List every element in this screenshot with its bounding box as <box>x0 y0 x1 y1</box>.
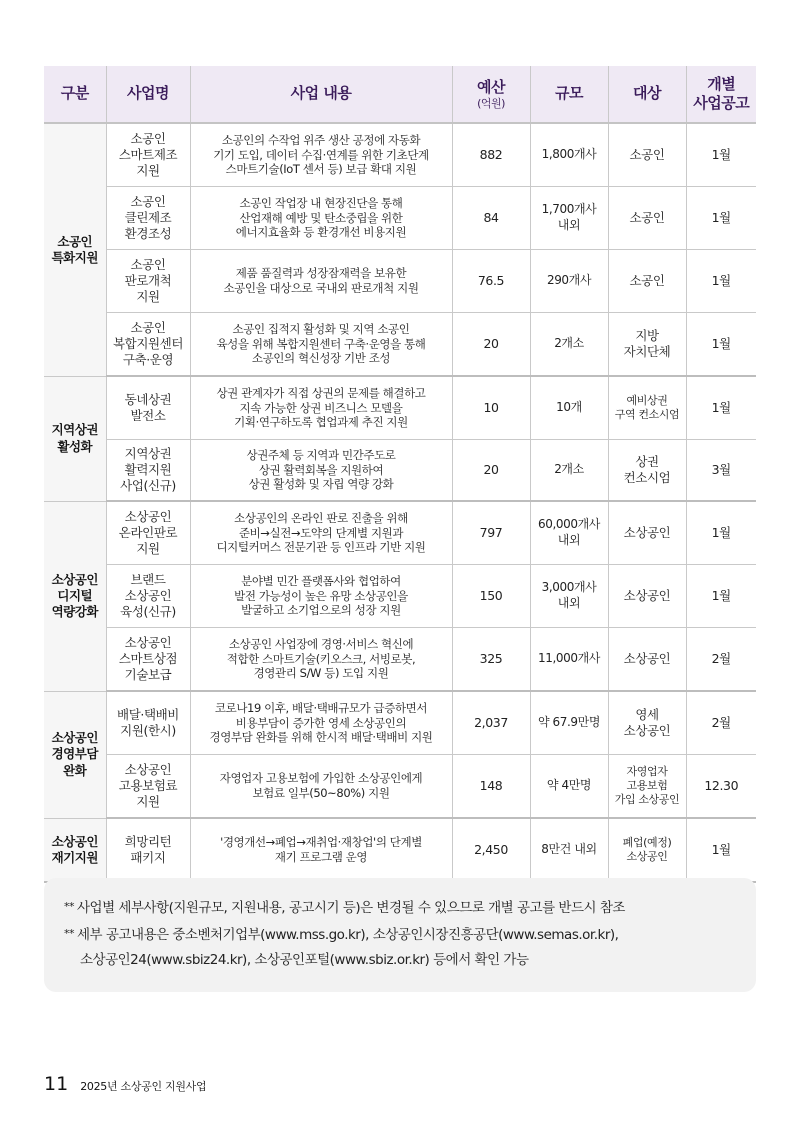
category-line: 소상공인 <box>51 571 98 587</box>
program-description-cell <box>190 628 452 692</box>
target-cell <box>608 565 686 628</box>
table-row <box>44 123 756 187</box>
program-description-line: 에너지효율화 등 환경개선 비용지원 <box>235 225 407 240</box>
scale-line: 내외 <box>557 596 581 610</box>
program-name-line: 소상공인 <box>124 508 172 524</box>
announcement-cell: 3월 <box>686 440 756 502</box>
program-description-cell <box>190 187 452 250</box>
program-name-cell <box>106 755 190 819</box>
target-cell <box>608 376 686 440</box>
category-line: 역량강화 <box>51 604 98 620</box>
category-cell <box>44 123 106 376</box>
header-name: 사업명 <box>106 66 190 123</box>
program-description-line: 상권 활성화 및 자립 역량 강화 <box>248 477 394 492</box>
program-name-line: 패키지 <box>130 850 166 865</box>
scale-line: 약 4만명 <box>546 778 592 793</box>
program-name-line: 발전소 <box>130 408 166 423</box>
program-description-cell <box>190 440 452 502</box>
scale-line: 내외 <box>557 218 581 232</box>
program-name-line: 온라인판로 <box>118 524 178 540</box>
table-row <box>44 501 756 565</box>
scale-cell <box>530 376 608 440</box>
budget-cell: 325 <box>452 628 530 692</box>
announcement-cell: 1월 <box>686 376 756 440</box>
budget-cell: 76.5 <box>452 250 530 313</box>
scale-line: 내외 <box>557 533 581 547</box>
target-line: 고용보험 <box>626 778 668 792</box>
document-title: 2025년 소상공인 지원사업 <box>80 1080 207 1093</box>
table-row <box>44 440 756 502</box>
program-description-line: 재기 프로그램 운영 <box>274 850 368 864</box>
program-name-line: 복합지원센터 <box>112 335 184 351</box>
category-cell <box>44 691 106 818</box>
target-cell <box>608 755 686 819</box>
header-budget-unit: (억원) <box>477 96 505 110</box>
program-description-line: 산업재해 예방 및 탄소중립을 위한 <box>239 210 403 225</box>
program-name-cell <box>106 501 190 565</box>
program-description-cell <box>190 755 452 819</box>
target-line: 지방 <box>635 327 659 343</box>
program-name-line: 소공인 <box>130 193 166 209</box>
target-cell <box>608 250 686 313</box>
target-cell <box>608 123 686 187</box>
scale-line: 2개소 <box>554 336 584 351</box>
target-line: 폐업(예정) <box>622 835 672 849</box>
table-header-row <box>44 66 756 123</box>
program-description-cell <box>190 818 452 882</box>
program-name-line: 지역상권 <box>124 445 172 461</box>
program-description-line: 발굴하고 소기업으로의 성장 지원 <box>241 603 401 618</box>
note-announcement-sources <box>64 921 736 973</box>
program-description-line: 소상공인 사업장에 경영·서비스 혁신에 <box>228 636 414 651</box>
category-line: 디지털 <box>57 587 93 603</box>
announcement-cell: 1월 <box>686 565 756 628</box>
header-category: 구분 <box>44 66 106 123</box>
program-description-line: 상권주체 등 지역과 민간주도로 <box>246 447 396 462</box>
program-name-line: 소공인 <box>130 130 166 146</box>
target-line: 소공인 <box>629 209 665 225</box>
target-line: 소상공인 <box>623 524 671 540</box>
scale-cell <box>530 691 608 755</box>
page-footer <box>44 1073 206 1095</box>
program-description-line: 적합한 스마트기술(키오스크, 서빙로봇, <box>226 651 416 666</box>
announcement-cell: 2월 <box>686 691 756 755</box>
scale-line: 3,000개사 <box>541 580 597 595</box>
table-row <box>44 628 756 692</box>
program-description-line: 소공인의 혁신성장 기반 조성 <box>251 351 391 366</box>
program-name-cell <box>106 313 190 377</box>
program-name-line: 지원(한시) <box>120 723 176 738</box>
scale-cell <box>530 187 608 250</box>
scale-cell <box>530 123 608 187</box>
program-description-cell <box>190 250 452 313</box>
program-name-line: 소상공인 <box>124 761 172 777</box>
program-name-cell <box>106 376 190 440</box>
table-row <box>44 376 756 440</box>
program-description-line: 제품 품질력과 성장잠재력을 보유한 <box>235 266 407 281</box>
scale-cell <box>530 565 608 628</box>
category-line: 소상공인 <box>51 833 98 849</box>
header-announcement-line1: 개별 <box>707 74 736 93</box>
announcement-cell: 1월 <box>686 818 756 882</box>
scale-line: 8만건 내외 <box>541 842 597 857</box>
target-line: 자영업자 <box>626 764 668 778</box>
target-cell <box>608 628 686 692</box>
program-description-line: 비용부담이 증가한 영세 소상공인의 <box>235 715 407 730</box>
target-cell <box>608 187 686 250</box>
table-row <box>44 187 756 250</box>
target-line: 영세 <box>635 706 659 722</box>
program-name-line: 사업(신규) <box>120 478 176 494</box>
program-name-line: 소공인 <box>130 319 166 335</box>
scale-line: 290개사 <box>546 273 592 288</box>
program-name-cell <box>106 250 190 313</box>
header-scale: 규모 <box>530 66 608 123</box>
category-line: 완화 <box>63 762 87 778</box>
program-description-line: 지속 가능한 상권 비즈니스 모델을 <box>239 400 403 415</box>
target-line: 상권 <box>635 453 659 469</box>
budget-cell: 84 <box>452 187 530 250</box>
table-row <box>44 313 756 377</box>
note-marker: ** <box>64 900 74 913</box>
program-description-line: 소공인을 대상으로 국내외 판로개척 지원 <box>223 281 419 295</box>
announcement-cell: 1월 <box>686 187 756 250</box>
scale-line: 11,000개사 <box>538 651 600 666</box>
scale-cell <box>530 250 608 313</box>
target-cell <box>608 818 686 882</box>
table-row <box>44 818 756 882</box>
program-description-cell <box>190 565 452 628</box>
category-line: 재기지원 <box>51 849 98 865</box>
program-description-line: 자영업자 고용보험에 가입한 소상공인에게 <box>219 771 423 786</box>
program-name-line: 지원 <box>136 794 160 810</box>
target-line: 예비상권 <box>626 393 668 407</box>
table-body <box>44 123 756 882</box>
program-name-cell <box>106 123 190 187</box>
program-name-line: 지원 <box>136 163 160 179</box>
program-name-line: 판로개척 <box>124 272 172 288</box>
program-name-line: 브랜드 <box>130 571 166 587</box>
program-description-cell <box>190 501 452 565</box>
program-description-line: 보험료 일부(50~80%) 지원 <box>252 786 390 800</box>
scale-cell <box>530 440 608 502</box>
program-description-cell <box>190 313 452 377</box>
program-description-line: 상권 관계자가 직접 상권의 문제를 해결하고 <box>216 385 426 400</box>
target-cell <box>608 501 686 565</box>
note-marker: ** <box>64 927 74 940</box>
budget-cell: 148 <box>452 755 530 819</box>
program-description-cell <box>190 376 452 440</box>
scale-line: 2개소 <box>554 462 584 477</box>
program-name-line: 고용보험료 <box>118 777 178 793</box>
program-description-line: 상권 활력회복을 지원하여 <box>258 462 384 477</box>
program-description-line: '경영개선→폐업→재취업·재창업'의 단계별 <box>220 835 422 850</box>
program-description-line: 소공인의 수작업 위주 생산 공정에 자동화 <box>221 132 421 147</box>
support-programs-table <box>44 66 756 883</box>
scale-cell <box>530 313 608 377</box>
announcement-cell: 2월 <box>686 628 756 692</box>
note-change-notice <box>64 894 736 921</box>
category-line: 특화지원 <box>51 249 98 265</box>
announcement-cell: 1월 <box>686 123 756 187</box>
program-name-line: 소상공인 <box>124 634 172 650</box>
announcement-cell: 12.30 <box>686 755 756 819</box>
header-announcement <box>686 66 756 123</box>
note-text-line2: 소상공인24(www.sbiz24.kr), 소상공인포털(www.sbiz.or.kr) 등에서 확인 가능 <box>80 952 529 968</box>
category-cell <box>44 501 106 691</box>
note-text-line1: 세부 공고내용은 중소벤처기업부(www.mss.go.kr), 소상공인시장진흥공단(www.semas.or.kr), <box>77 927 619 943</box>
program-description-cell <box>190 123 452 187</box>
category-line: 지역상권 <box>51 422 98 438</box>
program-name-line: 소공인 <box>130 256 166 272</box>
program-description-line: 준비→실전→도약의 단계별 지원과 <box>238 525 404 540</box>
target-line: 소상공인 <box>626 850 668 863</box>
scale-line: 60,000개사 <box>538 517 600 532</box>
program-name-line: 동네상권 <box>124 391 172 407</box>
program-name-line: 기술보급 <box>124 667 172 683</box>
table-row <box>44 691 756 755</box>
program-name-line: 희망리턴 <box>124 833 172 849</box>
program-name-line: 배달·택배비 <box>117 706 179 722</box>
program-name-line: 클린제조 <box>124 209 172 225</box>
scale-line: 1,800개사 <box>541 147 597 162</box>
program-description-line: 발전 가능성이 높은 유망 소상공인을 <box>234 588 408 603</box>
budget-cell: 2,450 <box>452 818 530 882</box>
category-cell <box>44 376 106 501</box>
target-cell <box>608 313 686 377</box>
program-description-line: 기획·연구하도록 협업과제 추진 지원 <box>234 415 408 430</box>
target-line: 소상공인 <box>623 650 671 666</box>
target-line: 소상공인 <box>623 723 671 738</box>
target-line: 컨소시엄 <box>623 470 671 485</box>
header-description: 사업 내용 <box>190 66 452 123</box>
program-name-cell <box>106 628 190 692</box>
scale-line: 1,700개사 <box>541 202 597 217</box>
program-description-line: 소공인 작업장 내 현장진단을 통해 <box>239 195 403 210</box>
program-name-line: 활력지원 <box>124 461 172 477</box>
budget-cell: 2,037 <box>452 691 530 755</box>
program-description-line: 코로나19 이후, 배달·택배규모가 급증하면서 <box>214 700 428 715</box>
note-text: 사업별 세부사항(지원규모, 지원내용, 공고시기 등)은 변경될 수 있으므로 개별 공고를 반드시 참조 <box>77 900 625 916</box>
program-description-line: 육성을 위해 복합지원센터 구축·운영을 통해 <box>216 336 426 351</box>
program-name-line: 스마트제조 <box>118 146 178 162</box>
program-description-line: 디지털커머스 전문기관 등 인프라 기반 지원 <box>216 540 426 555</box>
program-description-line: 소상공인의 온라인 판로 진출을 위해 <box>234 510 408 525</box>
program-description-line: 경영관리 S/W 등) 도입 지원 <box>253 666 389 681</box>
budget-cell: 10 <box>452 376 530 440</box>
program-name-cell <box>106 818 190 882</box>
program-name-cell <box>106 565 190 628</box>
program-name-line: 육성(신규) <box>120 604 176 620</box>
program-name-line: 환경조성 <box>124 226 172 242</box>
program-name-line: 지원 <box>136 289 160 305</box>
program-description-line: 스마트기술(IoT 센서 등) 보급 확대 지원 <box>225 162 417 177</box>
category-cell <box>44 818 106 882</box>
target-line: 소상공인 <box>623 587 671 603</box>
category-line: 소상공인 <box>51 730 98 746</box>
header-budget-label: 예산 <box>477 78 505 97</box>
header-target: 대상 <box>608 66 686 123</box>
program-description-line: 경영부담 완화를 위해 한시적 배달·택배비 지원 <box>209 730 433 745</box>
category-line: 소공인 <box>57 233 93 249</box>
scale-cell <box>530 501 608 565</box>
header-announcement-line2: 사업공고 <box>693 94 750 112</box>
target-line: 구역 컨소시엄 <box>614 408 680 421</box>
scale-cell <box>530 818 608 882</box>
scale-cell <box>530 755 608 819</box>
program-name-cell <box>106 187 190 250</box>
scale-line: 약 67.9만명 <box>537 715 601 730</box>
target-cell <box>608 440 686 502</box>
budget-cell: 20 <box>452 440 530 502</box>
budget-cell: 20 <box>452 313 530 377</box>
budget-cell: 882 <box>452 123 530 187</box>
table-row <box>44 755 756 819</box>
header-budget <box>452 66 530 123</box>
table-row <box>44 565 756 628</box>
program-name-cell <box>106 440 190 502</box>
scale-cell <box>530 628 608 692</box>
table-row <box>44 250 756 313</box>
target-cell <box>608 691 686 755</box>
target-line: 소공인 <box>629 146 665 162</box>
program-name-line: 스마트상점 <box>118 650 178 666</box>
program-name-cell <box>106 691 190 755</box>
target-line: 자치단체 <box>623 344 671 359</box>
program-name-line: 지원 <box>136 541 160 557</box>
target-line: 가입 소상공인 <box>614 793 680 807</box>
program-description-cell <box>190 691 452 755</box>
program-description-line: 소공인 집적지 활성화 및 지역 소공인 <box>232 321 410 336</box>
programs-table-container <box>44 66 756 883</box>
program-name-line: 소상공인 <box>124 587 172 603</box>
scale-line: 10개 <box>556 400 582 415</box>
category-line: 경영부담 <box>51 746 98 762</box>
category-line: 활성화 <box>57 438 93 454</box>
page-number: 11 <box>44 1073 69 1095</box>
announcement-cell: 1월 <box>686 313 756 377</box>
program-description-line: 기기 도입, 데이터 수집·연계를 위한 기초단계 <box>213 147 429 162</box>
budget-cell: 797 <box>452 501 530 565</box>
notes-box <box>44 878 756 992</box>
program-name-line: 구축·운영 <box>122 352 174 368</box>
announcement-cell: 1월 <box>686 501 756 565</box>
program-description-line: 분야별 민간 플랫폼사와 협업하여 <box>241 573 401 588</box>
budget-cell: 150 <box>452 565 530 628</box>
announcement-cell: 1월 <box>686 250 756 313</box>
target-line: 소공인 <box>629 272 665 288</box>
